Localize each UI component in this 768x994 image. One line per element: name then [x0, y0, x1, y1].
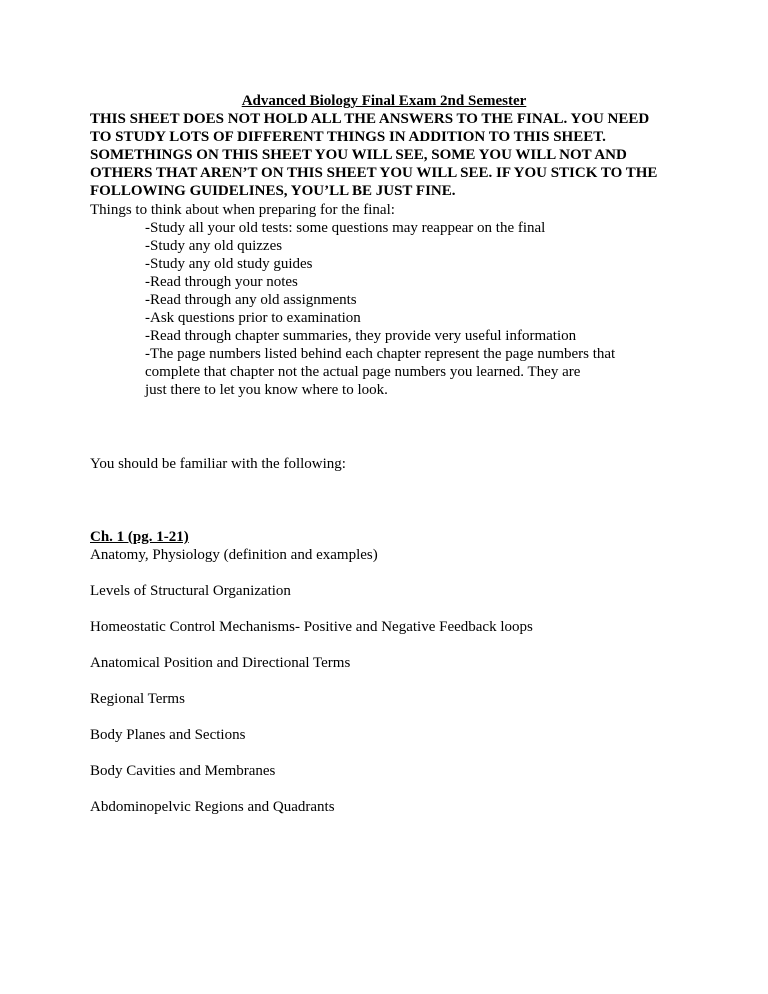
study-tip: -Read through chapter summaries, they provide very useful information [145, 328, 577, 344]
intro-text: Things to think about when preparing for the final: [90, 202, 395, 218]
chapter-topic: Body Planes and Sections [90, 727, 246, 743]
warning-line: OTHERS THAT AREN’T ON THIS SHEET YOU WILL SEE. IF YOU STICK TO THE [90, 165, 658, 181]
chapter-topic: Regional Terms [90, 691, 185, 707]
chapter-topic: Abdominopelvic Regions and Quadrants [90, 799, 335, 815]
warning-notice [90, 110, 750, 200]
familiar-text: You should be familiar with the following: [90, 456, 346, 472]
study-tips-list [145, 219, 705, 399]
chapter-topic: Anatomical Position and Directional Terms [90, 655, 351, 671]
warning-line: THIS SHEET DOES NOT HOLD ALL THE ANSWERS TO THE FINAL. YOU NEED [90, 111, 650, 127]
chapter-topic: Anatomy, Physiology (definition and examples) [90, 547, 378, 563]
study-tip: complete that chapter not the actual page numbers you learned. They are [145, 364, 581, 380]
study-tip: -Ask questions prior to examination [145, 310, 361, 326]
warning-line: SOMETHINGS ON THIS SHEET YOU WILL SEE, SOME YOU WILL NOT AND [90, 147, 627, 163]
study-tip: -Study any old quizzes [145, 238, 283, 254]
chapter-topic: Body Cavities and Membranes [90, 763, 276, 779]
study-tip: just there to let you know where to look. [145, 382, 388, 398]
chapter-topic: Homeostatic Control Mechanisms- Positive and Negative Feedback loops [90, 619, 533, 635]
study-tip: -Read through any old assignments [145, 292, 357, 308]
warning-line: TO STUDY LOTS OF DIFFERENT THINGS IN ADDITION TO THIS SHEET. [90, 129, 606, 145]
study-tip: -The page numbers listed behind each chapter represent the page numbers that [145, 346, 616, 362]
warning-line: FOLLOWING GUIDELINES, YOU’LL BE JUST FINE. [90, 183, 456, 199]
study-tip: -Study all your old tests: some questions may reappear on the final [145, 220, 546, 236]
chapter-topic: Levels of Structural Organization [90, 583, 291, 599]
study-tip: -Read through your notes [145, 274, 298, 290]
study-tip: -Study any old study guides [145, 256, 313, 272]
chapter-heading: Ch. 1 (pg. 1-21) [90, 529, 189, 545]
document-title: Advanced Biology Final Exam 2nd Semester [241, 93, 527, 109]
